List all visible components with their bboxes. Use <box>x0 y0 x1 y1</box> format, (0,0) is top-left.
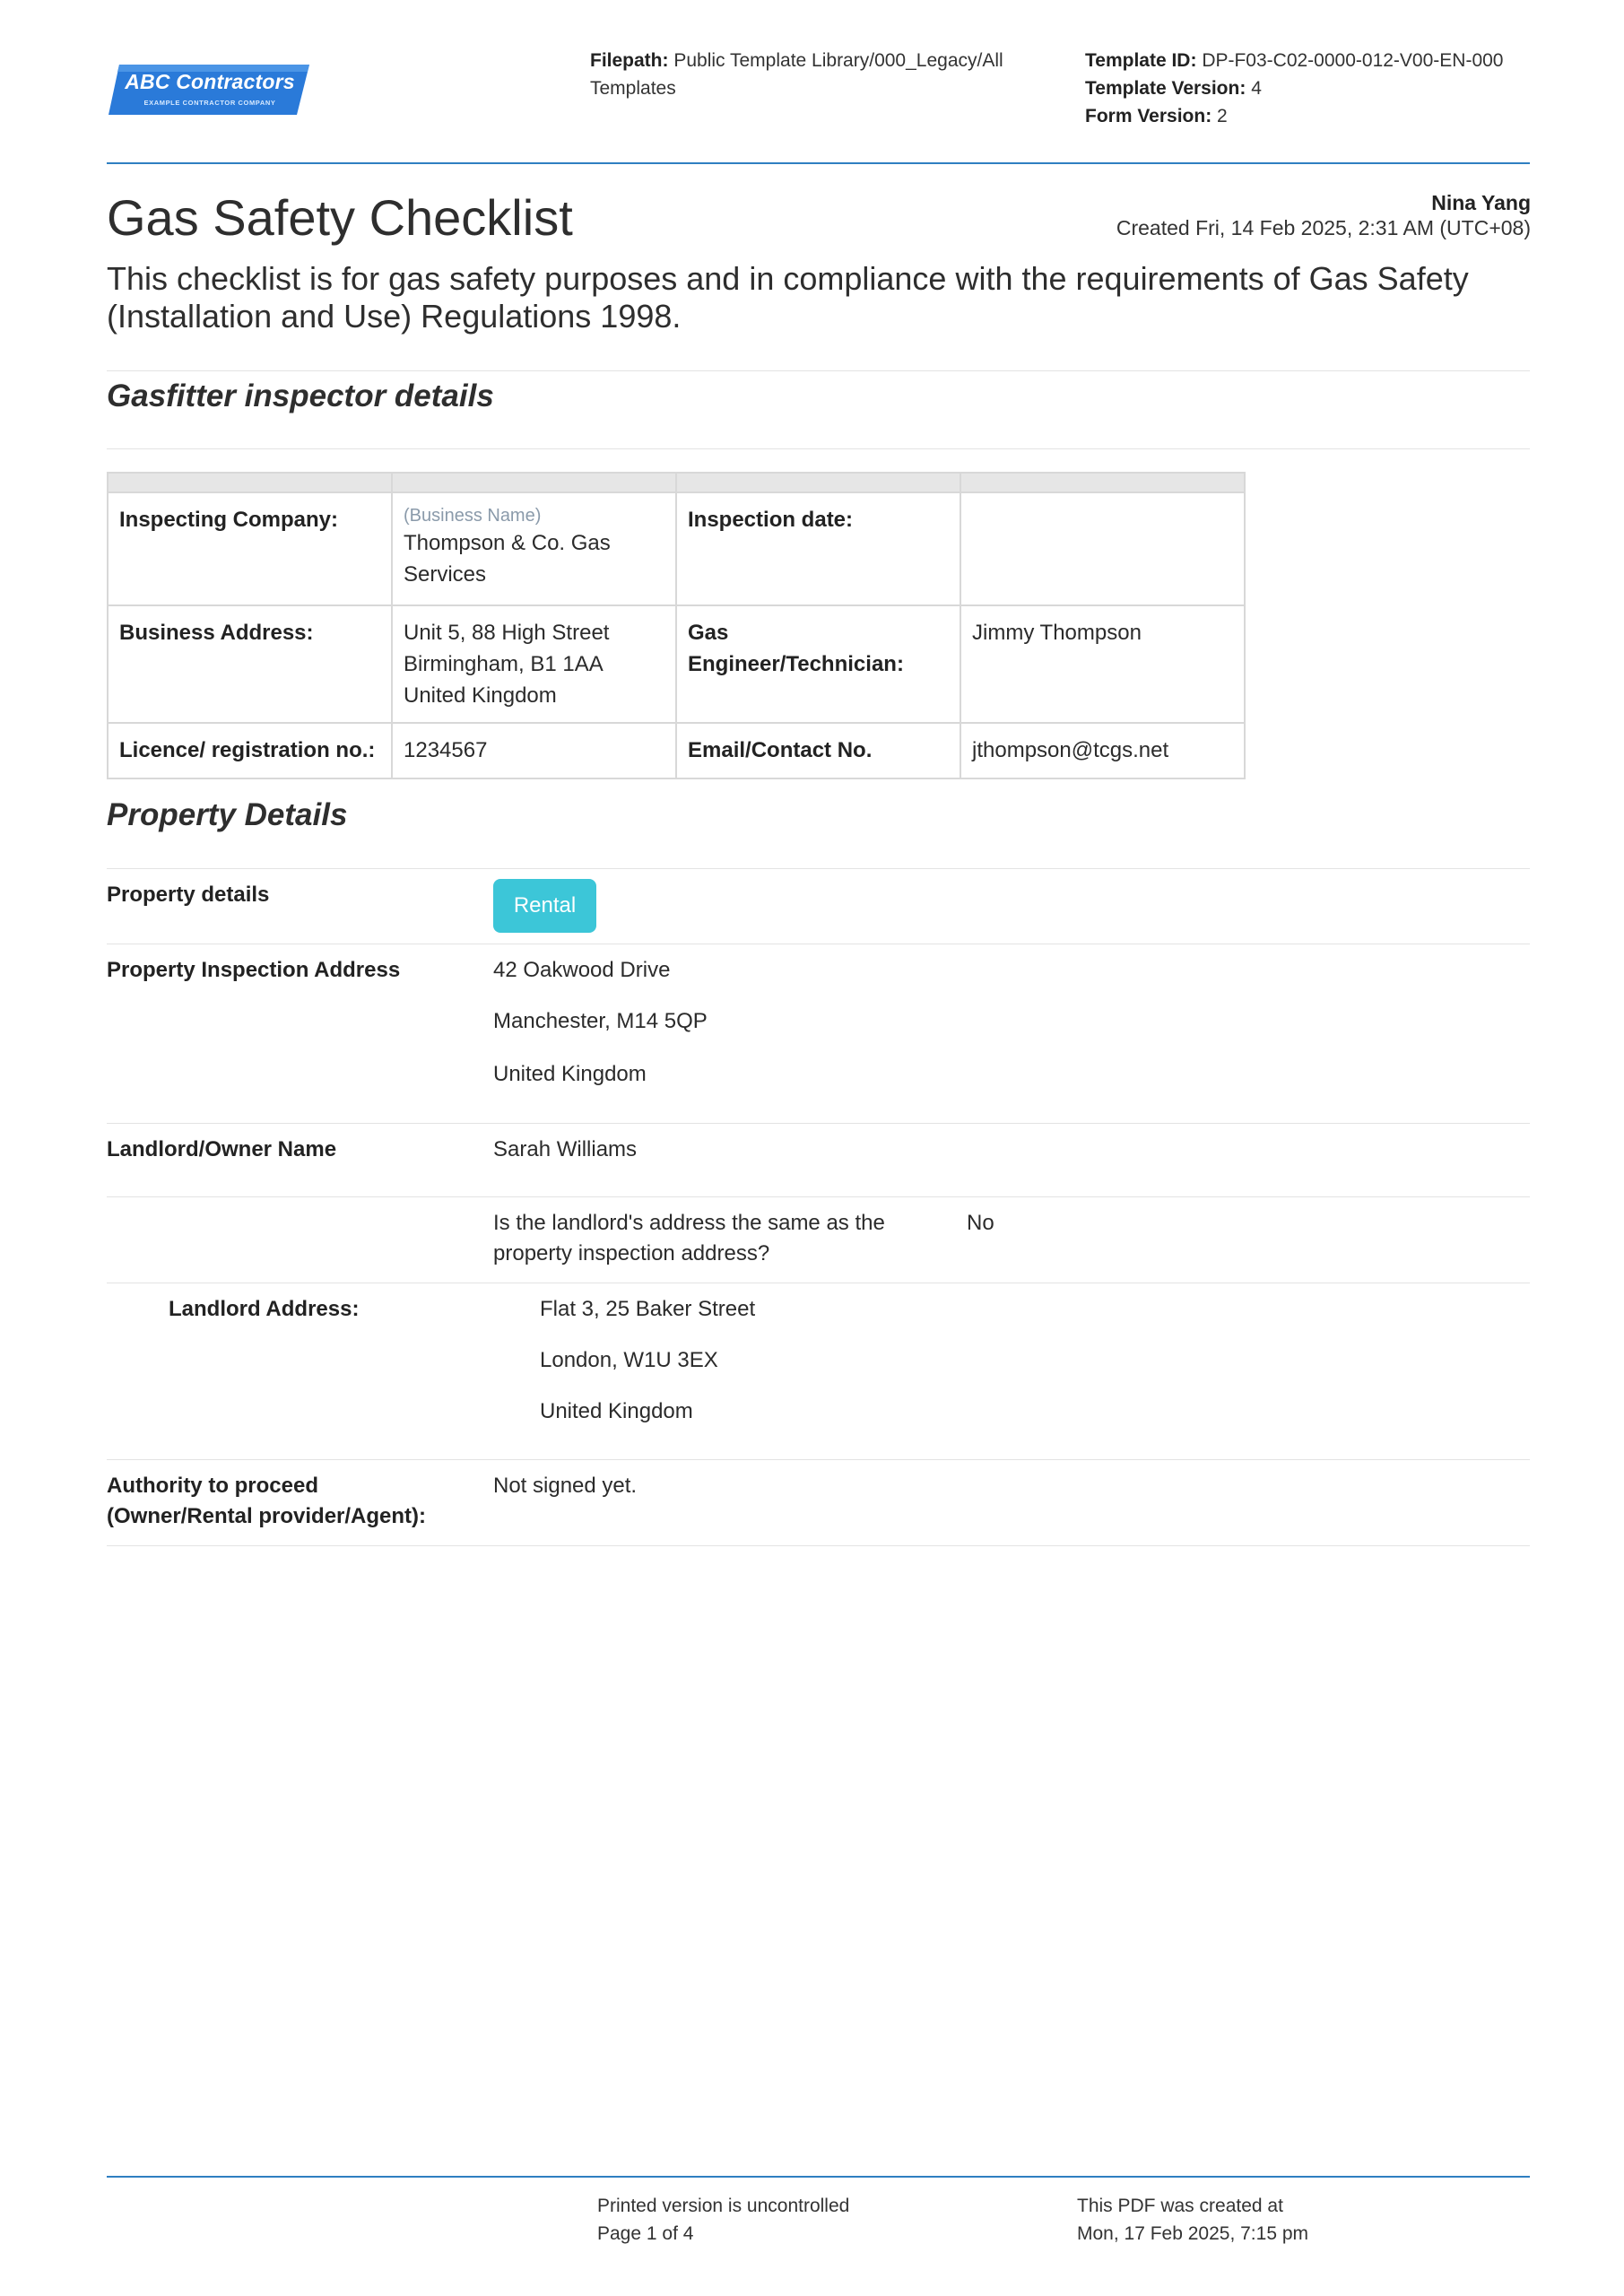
landlord-address-line: London, W1U 3EX <box>540 1348 718 1372</box>
uncontrolled-note: Printed version is uncontrolled <box>597 2196 850 2216</box>
table-cell-label: Business Address: <box>108 605 392 723</box>
divider <box>107 868 1530 869</box>
form-version-value: 2 <box>1217 106 1228 126</box>
divider <box>107 370 1530 371</box>
template-id-value: DP-F03-C02-0000-012-V00-EN-000 <box>1202 50 1504 71</box>
template-version-label: Template Version: <box>1085 78 1246 99</box>
logo-tagline: EXAMPLE CONTRACTOR COMPANY <box>143 99 276 107</box>
technician-value: Jimmy Thompson <box>960 605 1245 723</box>
table-cell-label: Licence/ registration no.: <box>108 723 392 778</box>
template-version-value: 4 <box>1251 78 1262 99</box>
table-cell-label: Gas Engineer/Technician: <box>676 605 960 723</box>
business-name-hint: (Business Name) <box>404 506 542 526</box>
section-title-property: Property Details <box>107 797 348 832</box>
table-cell-label: Inspection date: <box>676 492 960 605</box>
address-line: Birmingham, B1 1AA <box>404 652 604 676</box>
divider <box>107 1123 1530 1124</box>
template-id-label: Template ID: <box>1085 50 1197 71</box>
same-address-answer: No <box>967 1211 994 1235</box>
pdf-created-value: Mon, 17 Feb 2025, 7:15 pm <box>1077 2223 1308 2244</box>
created-date: Created Fri, 14 Feb 2025, 2:31 AM (UTC+08) <box>1116 216 1531 239</box>
footer-divider <box>107 2176 1530 2178</box>
licence-value: 1234567 <box>392 723 676 778</box>
landlord-address-line: United Kingdom <box>540 1399 693 1423</box>
logo-name: ABC Contractors <box>125 70 295 93</box>
table-header-row <box>108 473 1245 492</box>
inspecting-company-value: Thompson & Co. Gas Services <box>404 531 611 587</box>
company-logo <box>107 57 313 122</box>
property-address-line: Manchester, M14 5QP <box>493 1009 708 1033</box>
table-row <box>108 723 1245 778</box>
property-address-line: 42 Oakwood Drive <box>493 958 671 982</box>
author-block <box>1116 190 1531 240</box>
divider <box>107 1196 1530 1197</box>
author-name: Nina Yang <box>1431 191 1531 214</box>
table-row <box>108 492 1245 605</box>
document-description: This checklist is for gas safety purposes and in compliance with the requirements of Gas Safety (Installation and Use) Regulations 1998. <box>107 260 1469 335</box>
footer-created <box>1077 2192 1308 2248</box>
landlord-name-label: Landlord/Owner Name <box>107 1137 337 1161</box>
inspector-table <box>107 472 1246 779</box>
landlord-address-line: Flat 3, 25 Baker Street <box>540 1297 756 1321</box>
page-title: Gas Safety Checklist <box>107 189 573 246</box>
footer-uncontrolled <box>597 2192 849 2248</box>
divider <box>107 1459 1530 1460</box>
template-meta <box>1085 47 1614 130</box>
landlord-address-label: Landlord Address: <box>169 1297 360 1321</box>
table-row <box>108 605 1245 723</box>
property-type-badge: Rental <box>493 879 596 933</box>
table-cell-label: Email/Contact No. <box>676 723 960 778</box>
property-address-line: United Kingdom <box>493 1062 647 1086</box>
inspection-date-value <box>960 492 1245 605</box>
property-address-label: Property Inspection Address <box>107 958 401 982</box>
filepath-value: Public Template Library/000_Legacy/All Templates <box>590 50 1003 99</box>
authority-value: Not signed yet. <box>493 1474 638 1498</box>
address-line: United Kingdom <box>404 683 557 708</box>
divider <box>107 1545 1530 1546</box>
form-version-label: Form Version: <box>1085 106 1212 126</box>
filepath <box>590 47 1038 102</box>
table-cell-label: Inspecting Company: <box>108 492 392 605</box>
authority-label: Authority to proceed (Owner/Rental provider/Agent): <box>107 1474 427 1528</box>
header-divider <box>107 162 1530 164</box>
business-address-value <box>392 605 676 723</box>
contact-value: jthompson@tcgs.net <box>960 723 1245 778</box>
filepath-label: Filepath: <box>590 50 669 71</box>
table-cell-value <box>392 492 676 605</box>
section-title-inspector: Gasfitter inspector details <box>107 378 494 413</box>
same-address-question: Is the landlord's address the same as the property inspection address? <box>493 1211 885 1265</box>
divider <box>107 448 1530 449</box>
landlord-name-value: Sarah Williams <box>493 1137 638 1161</box>
property-details-label: Property details <box>107 883 270 907</box>
pdf-created-label: This PDF was created at <box>1077 2196 1283 2216</box>
address-line: Unit 5, 88 High Street <box>404 621 610 645</box>
page-number: Page 1 of 4 <box>597 2223 694 2244</box>
